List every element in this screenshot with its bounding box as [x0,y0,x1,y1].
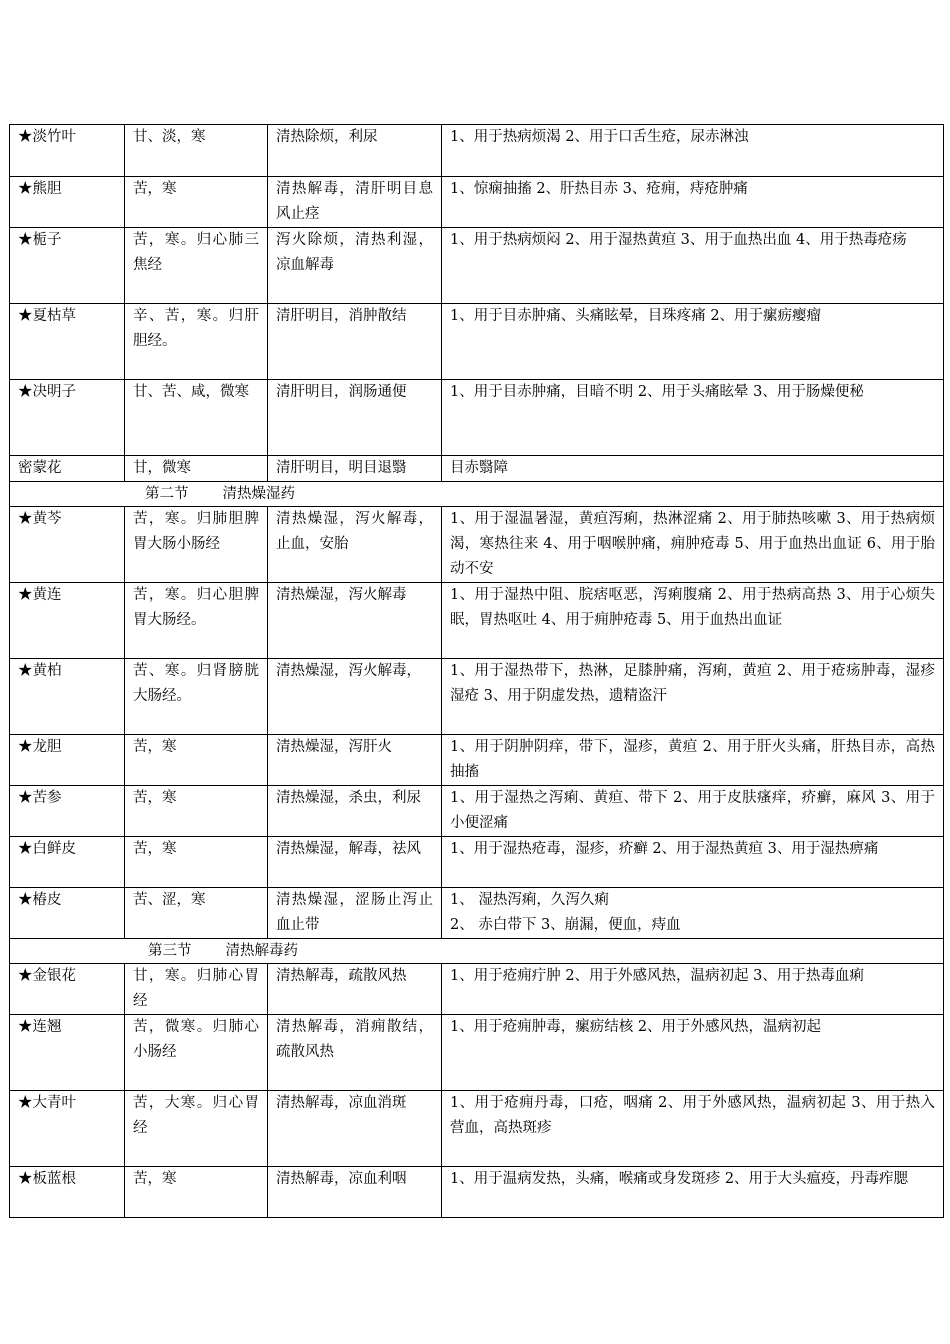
herb-efficacy: 清热除烦，利尿 [268,125,442,177]
herb-name: ★黄连 [10,583,125,659]
herb-nature-taste: 苦，寒。归心肺三焦经 [125,228,268,304]
herb-nature-taste: 苦，寒 [125,837,268,888]
herb-efficacy: 清肝明目，明目退翳 [268,456,442,482]
herb-nature-taste: 苦，寒 [125,1167,268,1218]
herb-indications: 1、用于湿热中阻、脘痞呕恶，泻痢腹痛 2、用于热病高热 3、用于心烦失眠，胃热呕吐 4、用于痈肿疮毒 5、用于血热出血证 [442,583,944,659]
herb-name: ★决明子 [10,380,125,456]
herb-row [10,380,944,456]
herb-name: ★黄芩 [10,507,125,583]
herb-row [10,1091,944,1167]
herb-row [10,837,944,888]
herb-nature-taste: 苦，微寒。归肺心小肠经 [125,1015,268,1091]
herb-row [10,177,944,228]
herb-nature-taste: 苦、寒。归肾膀胱大肠经。 [125,659,268,735]
herb-efficacy: 清热解毒，疏散风热 [268,964,442,1015]
herb-indications: 1、惊痫抽搐 2、肝热目赤 3、疮痈，痔疮肿痛 [442,177,944,228]
herb-indications: 1、用于热病烦渴 2、用于口舌生疮，尿赤淋浊 [442,125,944,177]
herb-row [10,456,944,482]
herb-name: ★栀子 [10,228,125,304]
herb-efficacy: 清热燥湿，杀虫，利尿 [268,786,442,837]
herb-indications: 1、用于目赤肿痛，目暗不明 2、用于头痛眩晕 3、用于肠燥便秘 [442,380,944,456]
herb-efficacy: 清肝明目，润肠通便 [268,380,442,456]
herb-indications: 1、用于疮痈丹毒，口疮，咽痛 2、用于外感风热，温病初起 3、用于热入营血，高热斑疹 [442,1091,944,1167]
herb-indications: 1、用于阴肿阴痒，带下，湿疹，黄疸 2、用于肝火头痛，肝热目赤，高热抽搐 [442,735,944,786]
herb-indications: 目赤翳障 [442,456,944,482]
herb-name: ★白鲜皮 [10,837,125,888]
herb-name: ★苦参 [10,786,125,837]
herb-row [10,1167,944,1218]
herb-indication-line: 1、 湿热泻痢，久泻久痢 [450,892,609,908]
herb-efficacy: 泻火除烦，清热利湿，凉血解毒 [268,228,442,304]
herb-indications: 1、用于热病烦闷 2、用于湿热黄疸 3、用于血热出血 4、用于热毒疮疡 [442,228,944,304]
herb-nature-taste: 甘，微寒 [125,456,268,482]
herb-efficacy: 清热燥湿，泻肝火 [268,735,442,786]
herb-nature-taste: 苦，寒。归肺胆脾胃大肠小肠经 [125,507,268,583]
herb-name: ★大青叶 [10,1091,125,1167]
herb-row [10,1015,944,1091]
herb-efficacy: 清热解毒，清肝明目息风止痉 [268,177,442,228]
herb-indications [442,888,944,939]
herb-name: ★夏枯草 [10,304,125,380]
section-title: 清热解毒药 [225,943,298,959]
herb-row [10,507,944,583]
section-heading-row [10,939,944,964]
herb-row [10,228,944,304]
herb-name: ★金银花 [10,964,125,1015]
herb-name: ★黄柏 [10,659,125,735]
herb-row [10,786,944,837]
herb-nature-taste: 苦，寒。归心胆脾胃大肠经。 [125,583,268,659]
section-number: 第三节 [148,943,192,959]
herb-name: ★椿皮 [10,888,125,939]
herb-efficacy: 清热燥湿，泻火解毒， [268,659,442,735]
herb-nature-taste: 苦，寒 [125,735,268,786]
herb-table [9,124,944,1218]
section-heading-cell [10,482,944,507]
herb-efficacy: 清肝明目，消肿散结 [268,304,442,380]
section-heading-cell [10,939,944,964]
herb-efficacy: 清热燥湿，泻火解毒，止血，安胎 [268,507,442,583]
herb-row [10,304,944,380]
herb-name: ★龙胆 [10,735,125,786]
section-number: 第二节 [145,486,189,502]
herb-nature-taste: 辛、苦，寒。归肝胆经。 [125,304,268,380]
herb-indications: 1、用于温病发热，头痛，喉痛或身发斑疹 2、用于大头瘟疫，丹毒痄腮 [442,1167,944,1218]
herb-name: ★连翘 [10,1015,125,1091]
herb-name: ★熊胆 [10,177,125,228]
herb-indications: 1、用于湿热疮毒，湿疹，疥癣 2、用于湿热黄疸 3、用于湿热痹痛 [442,837,944,888]
herb-nature-taste: 甘、苦、咸，微寒 [125,380,268,456]
herb-row [10,964,944,1015]
herb-indication-line: 2、 赤白带下 3、崩漏，便血，痔血 [450,917,681,933]
herb-nature-taste: 苦，寒 [125,786,268,837]
herb-name: ★板蓝根 [10,1167,125,1218]
herb-indications: 1、用于湿温暑湿，黄疸泻痢，热淋涩痛 2、用于肺热咳嗽 3、用于热病烦渴，寒热往来 4、用于咽喉肿痛，痈肿疮毒 5、用于血热出血证 6、用于胎动不安 [442,507,944,583]
herb-indications: 1、用于湿热之泻痢、黄疸、带下 2、用于皮肤瘙痒，疥癣，麻风 3、用于小便涩痛 [442,786,944,837]
herb-indications: 1、用于目赤肿痛、头痛眩晕，目珠疼痛 2、用于瘰疬瘿瘤 [442,304,944,380]
herb-row [10,735,944,786]
herb-row [10,888,944,939]
herb-nature-taste: 苦，寒 [125,177,268,228]
herb-efficacy: 清热燥湿，涩肠止泻止血止带 [268,888,442,939]
herb-nature-taste: 甘、淡，寒 [125,125,268,177]
herb-nature-taste: 苦，大寒。归心胃经 [125,1091,268,1167]
herb-row [10,659,944,735]
herb-nature-taste: 苦、涩，寒 [125,888,268,939]
herb-efficacy: 清热解毒，消痈散结，疏散风热 [268,1015,442,1091]
section-heading-row [10,482,944,507]
herb-nature-taste: 甘，寒。归肺心胃经 [125,964,268,1015]
herb-indications: 1、用于疮痈疔肿 2、用于外感风热，温病初起 3、用于热毒血痢 [442,964,944,1015]
herb-efficacy: 清热解毒，凉血消斑 [268,1091,442,1167]
herb-name: 密蒙花 [10,456,125,482]
herb-row [10,583,944,659]
section-title: 清热燥湿药 [222,486,295,502]
herb-efficacy: 清热燥湿，解毒，祛风 [268,837,442,888]
herb-row [10,125,944,177]
herb-indications: 1、用于疮痈肿毒，瘰疬结核 2、用于外感风热，温病初起 [442,1015,944,1091]
herb-efficacy: 清热燥湿，泻火解毒 [268,583,442,659]
herb-indications: 1、用于湿热带下，热淋，足膝肿痛，泻痢，黄疸 2、用于疮疡肿毒，湿疹湿疮 3、用于阴虚发热，遗精盗汗 [442,659,944,735]
herb-name: ★淡竹叶 [10,125,125,177]
herb-table-body [10,125,944,1218]
herb-efficacy: 清热解毒，凉血利咽 [268,1167,442,1218]
